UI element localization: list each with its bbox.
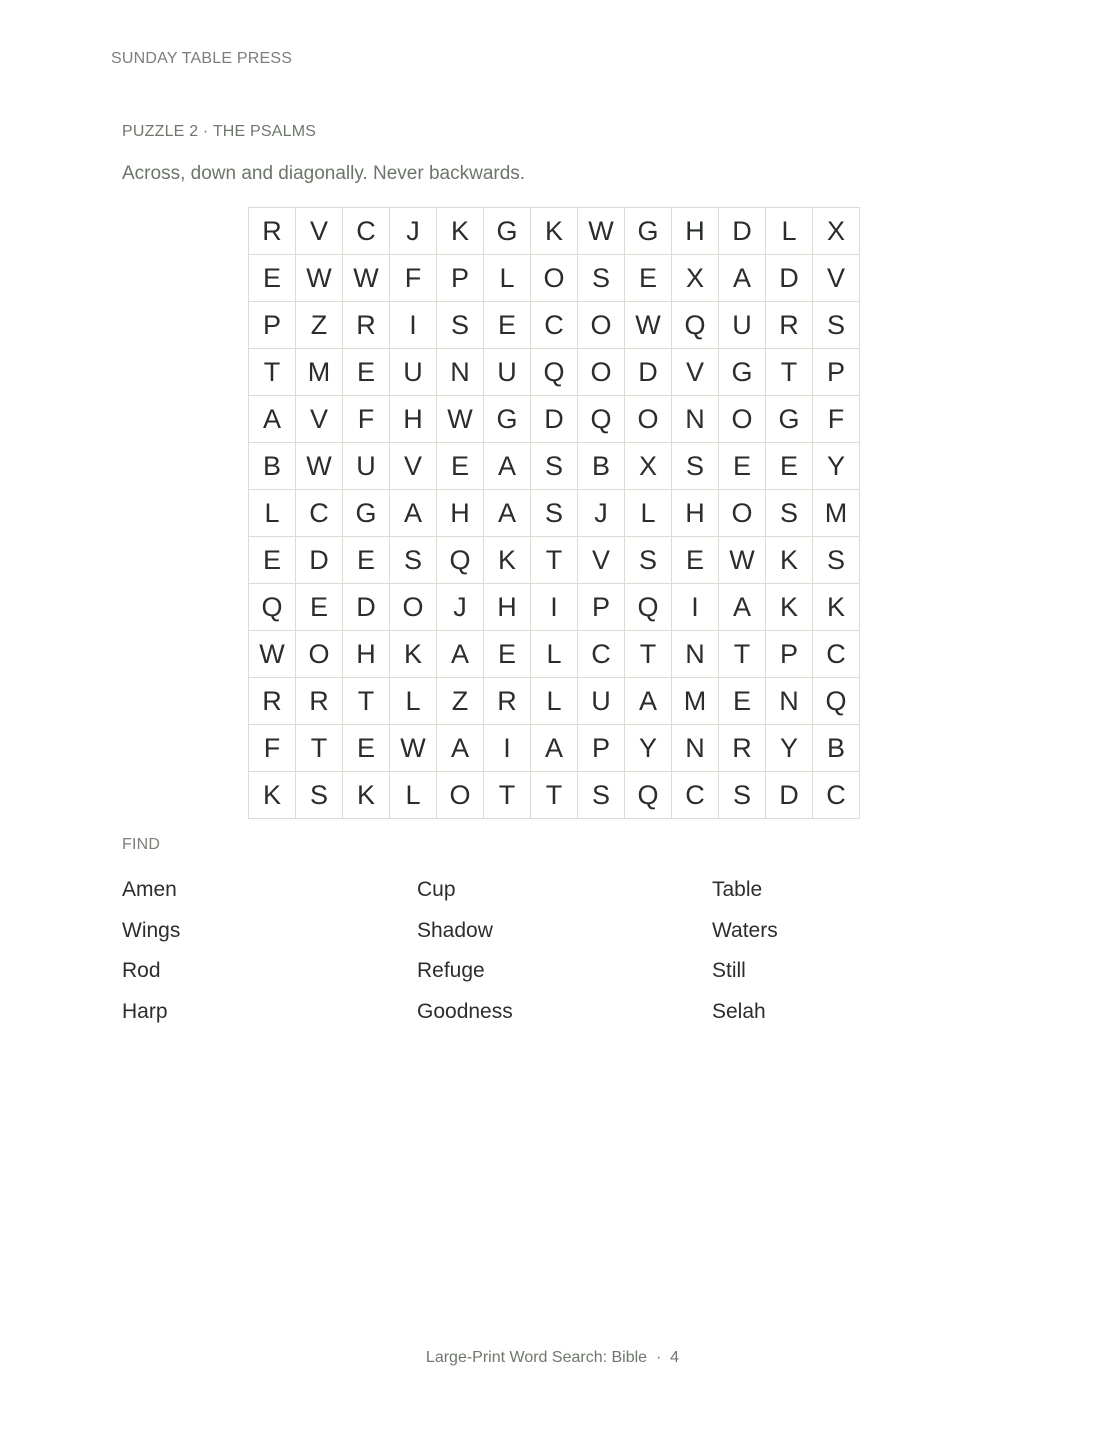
footer-title: Large-Print Word Search: Bible: [425, 1349, 648, 1366]
grid-cell: S: [296, 772, 343, 819]
grid-cell: R: [766, 302, 813, 349]
page-number: 4: [670, 1349, 680, 1366]
grid-cell: Q: [437, 537, 484, 584]
grid-cell: T: [343, 678, 390, 725]
find-word: Harp: [122, 1000, 168, 1024]
grid-cell: I: [531, 584, 578, 631]
grid-cell: G: [484, 208, 531, 255]
grid-cell: H: [484, 584, 531, 631]
grid-cell: Q: [813, 678, 860, 725]
grid-cell: Q: [625, 772, 672, 819]
grid-cell: K: [484, 537, 531, 584]
grid-cell: U: [390, 349, 437, 396]
grid-cell: V: [296, 396, 343, 443]
grid-cell: O: [296, 631, 343, 678]
grid-cell: K: [766, 537, 813, 584]
grid-cell: E: [296, 584, 343, 631]
grid-cell: T: [484, 772, 531, 819]
find-word: Amen: [122, 878, 177, 901]
grid-cell: A: [484, 443, 531, 490]
grid-cell: D: [766, 255, 813, 302]
grid-cell: T: [766, 349, 813, 396]
page-footer: [0, 1349, 1105, 1367]
grid-cell: Q: [249, 584, 296, 631]
grid-cell: E: [249, 537, 296, 584]
grid-cell: F: [390, 255, 437, 302]
grid-cell: S: [813, 302, 860, 349]
grid-cell: U: [578, 678, 625, 725]
grid-cell: H: [672, 208, 719, 255]
grid-cell: H: [672, 490, 719, 537]
grid-cell: E: [343, 537, 390, 584]
grid-cell: J: [437, 584, 484, 631]
grid-cell: M: [672, 678, 719, 725]
grid-cell: E: [719, 443, 766, 490]
grid-cell: S: [437, 302, 484, 349]
grid-cell: E: [625, 255, 672, 302]
grid-cell: U: [484, 349, 531, 396]
grid-cell: L: [484, 255, 531, 302]
find-word: Table: [712, 878, 763, 901]
grid-cell: O: [578, 302, 625, 349]
grid-cell: Y: [813, 443, 860, 490]
grid-cell: M: [296, 349, 343, 396]
grid-cell: C: [343, 208, 390, 255]
grid-cell: C: [672, 772, 719, 819]
grid-cell: I: [484, 725, 531, 772]
grid-cell: R: [343, 302, 390, 349]
grid-cell: B: [578, 443, 625, 490]
find-word: Wings: [122, 918, 181, 942]
grid-cell: T: [719, 631, 766, 678]
word-list: [122, 878, 912, 1041]
grid-cell: L: [249, 490, 296, 537]
grid-cell: E: [249, 255, 296, 302]
grid-cell: N: [672, 396, 719, 443]
grid-cell: V: [578, 537, 625, 584]
grid-cell: O: [719, 396, 766, 443]
grid-cell: A: [390, 490, 437, 537]
grid-cell: J: [578, 490, 625, 537]
puzzle-instructions: Across, down and diagonally. Never backwards.: [122, 163, 526, 184]
grid-cell: F: [249, 725, 296, 772]
grid-cell: S: [578, 772, 625, 819]
footer-separator: ·: [655, 1349, 662, 1366]
grid-cell: N: [766, 678, 813, 725]
grid-cell: E: [719, 678, 766, 725]
grid-cell: P: [437, 255, 484, 302]
grid-cell: L: [625, 490, 672, 537]
grid-cell: P: [578, 584, 625, 631]
grid-cell: S: [531, 443, 578, 490]
grid-cell: E: [484, 631, 531, 678]
grid-cell: O: [437, 772, 484, 819]
grid-cell: P: [813, 349, 860, 396]
find-word: Goodness: [417, 1000, 513, 1024]
grid-cell: G: [343, 490, 390, 537]
grid-cell: Q: [672, 302, 719, 349]
grid-cell: H: [343, 631, 390, 678]
grid-cell: E: [437, 443, 484, 490]
grid-cell: E: [343, 725, 390, 772]
grid-cell: Y: [766, 725, 813, 772]
grid-cell: N: [672, 631, 719, 678]
grid-cell: N: [437, 349, 484, 396]
grid-cell: P: [578, 725, 625, 772]
grid-cell: R: [249, 208, 296, 255]
find-label: FIND: [122, 836, 161, 853]
grid-cell: O: [719, 490, 766, 537]
grid-cell: Q: [578, 396, 625, 443]
grid-cell: S: [390, 537, 437, 584]
find-word: Shadow: [417, 918, 493, 942]
grid-cell: A: [249, 396, 296, 443]
grid-cell: C: [296, 490, 343, 537]
grid-cell: A: [437, 631, 484, 678]
grid-cell: M: [813, 490, 860, 537]
grid-cell: I: [390, 302, 437, 349]
grid-cell: F: [343, 396, 390, 443]
grid-cell: L: [766, 208, 813, 255]
grid-cell: Q: [531, 349, 578, 396]
grid-cell: F: [813, 396, 860, 443]
puzzle-label: PUZZLE 2 · THE PSALMS: [122, 123, 317, 140]
grid-cell: T: [531, 537, 578, 584]
grid-cell: V: [672, 349, 719, 396]
grid-cell: I: [672, 584, 719, 631]
find-word: Cup: [417, 878, 456, 901]
grid-cell: C: [531, 302, 578, 349]
grid-cell: G: [625, 208, 672, 255]
grid-cell: X: [813, 208, 860, 255]
grid-cell: K: [390, 631, 437, 678]
grid-cell: Z: [296, 302, 343, 349]
find-word: Still: [712, 959, 746, 983]
grid-cell: W: [296, 255, 343, 302]
grid-cell: T: [249, 349, 296, 396]
grid-cell: W: [437, 396, 484, 443]
grid-cell: K: [437, 208, 484, 255]
grid-cell: H: [390, 396, 437, 443]
grid-cell: O: [531, 255, 578, 302]
grid-cell: U: [719, 302, 766, 349]
grid-cell: R: [719, 725, 766, 772]
grid-cell: K: [249, 772, 296, 819]
grid-cell: L: [531, 631, 578, 678]
grid-cell: W: [719, 537, 766, 584]
find-word: Rod: [122, 959, 161, 983]
grid-cell: R: [296, 678, 343, 725]
grid-cell: N: [672, 725, 719, 772]
grid-cell: D: [719, 208, 766, 255]
grid-cell: G: [766, 396, 813, 443]
grid-cell: E: [343, 349, 390, 396]
grid-cell: X: [672, 255, 719, 302]
grid-cell: K: [813, 584, 860, 631]
grid-cell: U: [343, 443, 390, 490]
grid-cell: D: [766, 772, 813, 819]
grid-cell: W: [296, 443, 343, 490]
grid-cell: A: [719, 255, 766, 302]
grid-cell: A: [437, 725, 484, 772]
grid-cell: B: [249, 443, 296, 490]
grid-cell: E: [484, 302, 531, 349]
grid-cell: A: [531, 725, 578, 772]
grid-cell: S: [766, 490, 813, 537]
grid-cell: T: [296, 725, 343, 772]
grid-cell: P: [766, 631, 813, 678]
grid-cell: L: [531, 678, 578, 725]
grid-cell: K: [343, 772, 390, 819]
grid-cell: P: [249, 302, 296, 349]
grid-cell: A: [719, 584, 766, 631]
grid-cell: R: [249, 678, 296, 725]
find-word: Waters: [712, 918, 778, 942]
grid-cell: A: [484, 490, 531, 537]
grid-cell: S: [813, 537, 860, 584]
publisher-name: SUNDAY TABLE PRESS: [111, 50, 293, 67]
find-word: Refuge: [417, 959, 485, 983]
grid-cell: O: [390, 584, 437, 631]
grid-cell: H: [437, 490, 484, 537]
grid-cell: D: [296, 537, 343, 584]
grid-cell: W: [249, 631, 296, 678]
grid-cell: O: [578, 349, 625, 396]
grid-cell: D: [531, 396, 578, 443]
grid-cell: B: [813, 725, 860, 772]
grid-cell: A: [625, 678, 672, 725]
grid-cell: S: [719, 772, 766, 819]
grid-cell: V: [296, 208, 343, 255]
letter-grid: [248, 207, 860, 819]
grid-cell: K: [766, 584, 813, 631]
grid-cell: W: [625, 302, 672, 349]
grid-cell: S: [578, 255, 625, 302]
grid-cell: J: [390, 208, 437, 255]
grid-cell: E: [766, 443, 813, 490]
grid-cell: O: [625, 396, 672, 443]
grid-cell: C: [813, 631, 860, 678]
grid-cell: L: [390, 678, 437, 725]
grid-cell: S: [672, 443, 719, 490]
grid-cell: T: [531, 772, 578, 819]
find-word: Selah: [712, 1000, 766, 1024]
grid-cell: D: [343, 584, 390, 631]
grid-cell: V: [813, 255, 860, 302]
grid-cell: W: [390, 725, 437, 772]
grid-cell: R: [484, 678, 531, 725]
grid-cell: G: [484, 396, 531, 443]
grid-cell: X: [625, 443, 672, 490]
grid-cell: S: [625, 537, 672, 584]
grid-cell: K: [531, 208, 578, 255]
grid-cell: S: [531, 490, 578, 537]
grid-cell: C: [578, 631, 625, 678]
grid-cell: Y: [625, 725, 672, 772]
grid-cell: G: [719, 349, 766, 396]
grid-cell: Z: [437, 678, 484, 725]
grid-cell: Q: [625, 584, 672, 631]
grid-cell: E: [672, 537, 719, 584]
grid-cell: C: [813, 772, 860, 819]
grid-cell: W: [578, 208, 625, 255]
grid-cell: V: [390, 443, 437, 490]
grid-cell: W: [343, 255, 390, 302]
grid-cell: T: [625, 631, 672, 678]
grid-cell: D: [625, 349, 672, 396]
grid-cell: L: [390, 772, 437, 819]
